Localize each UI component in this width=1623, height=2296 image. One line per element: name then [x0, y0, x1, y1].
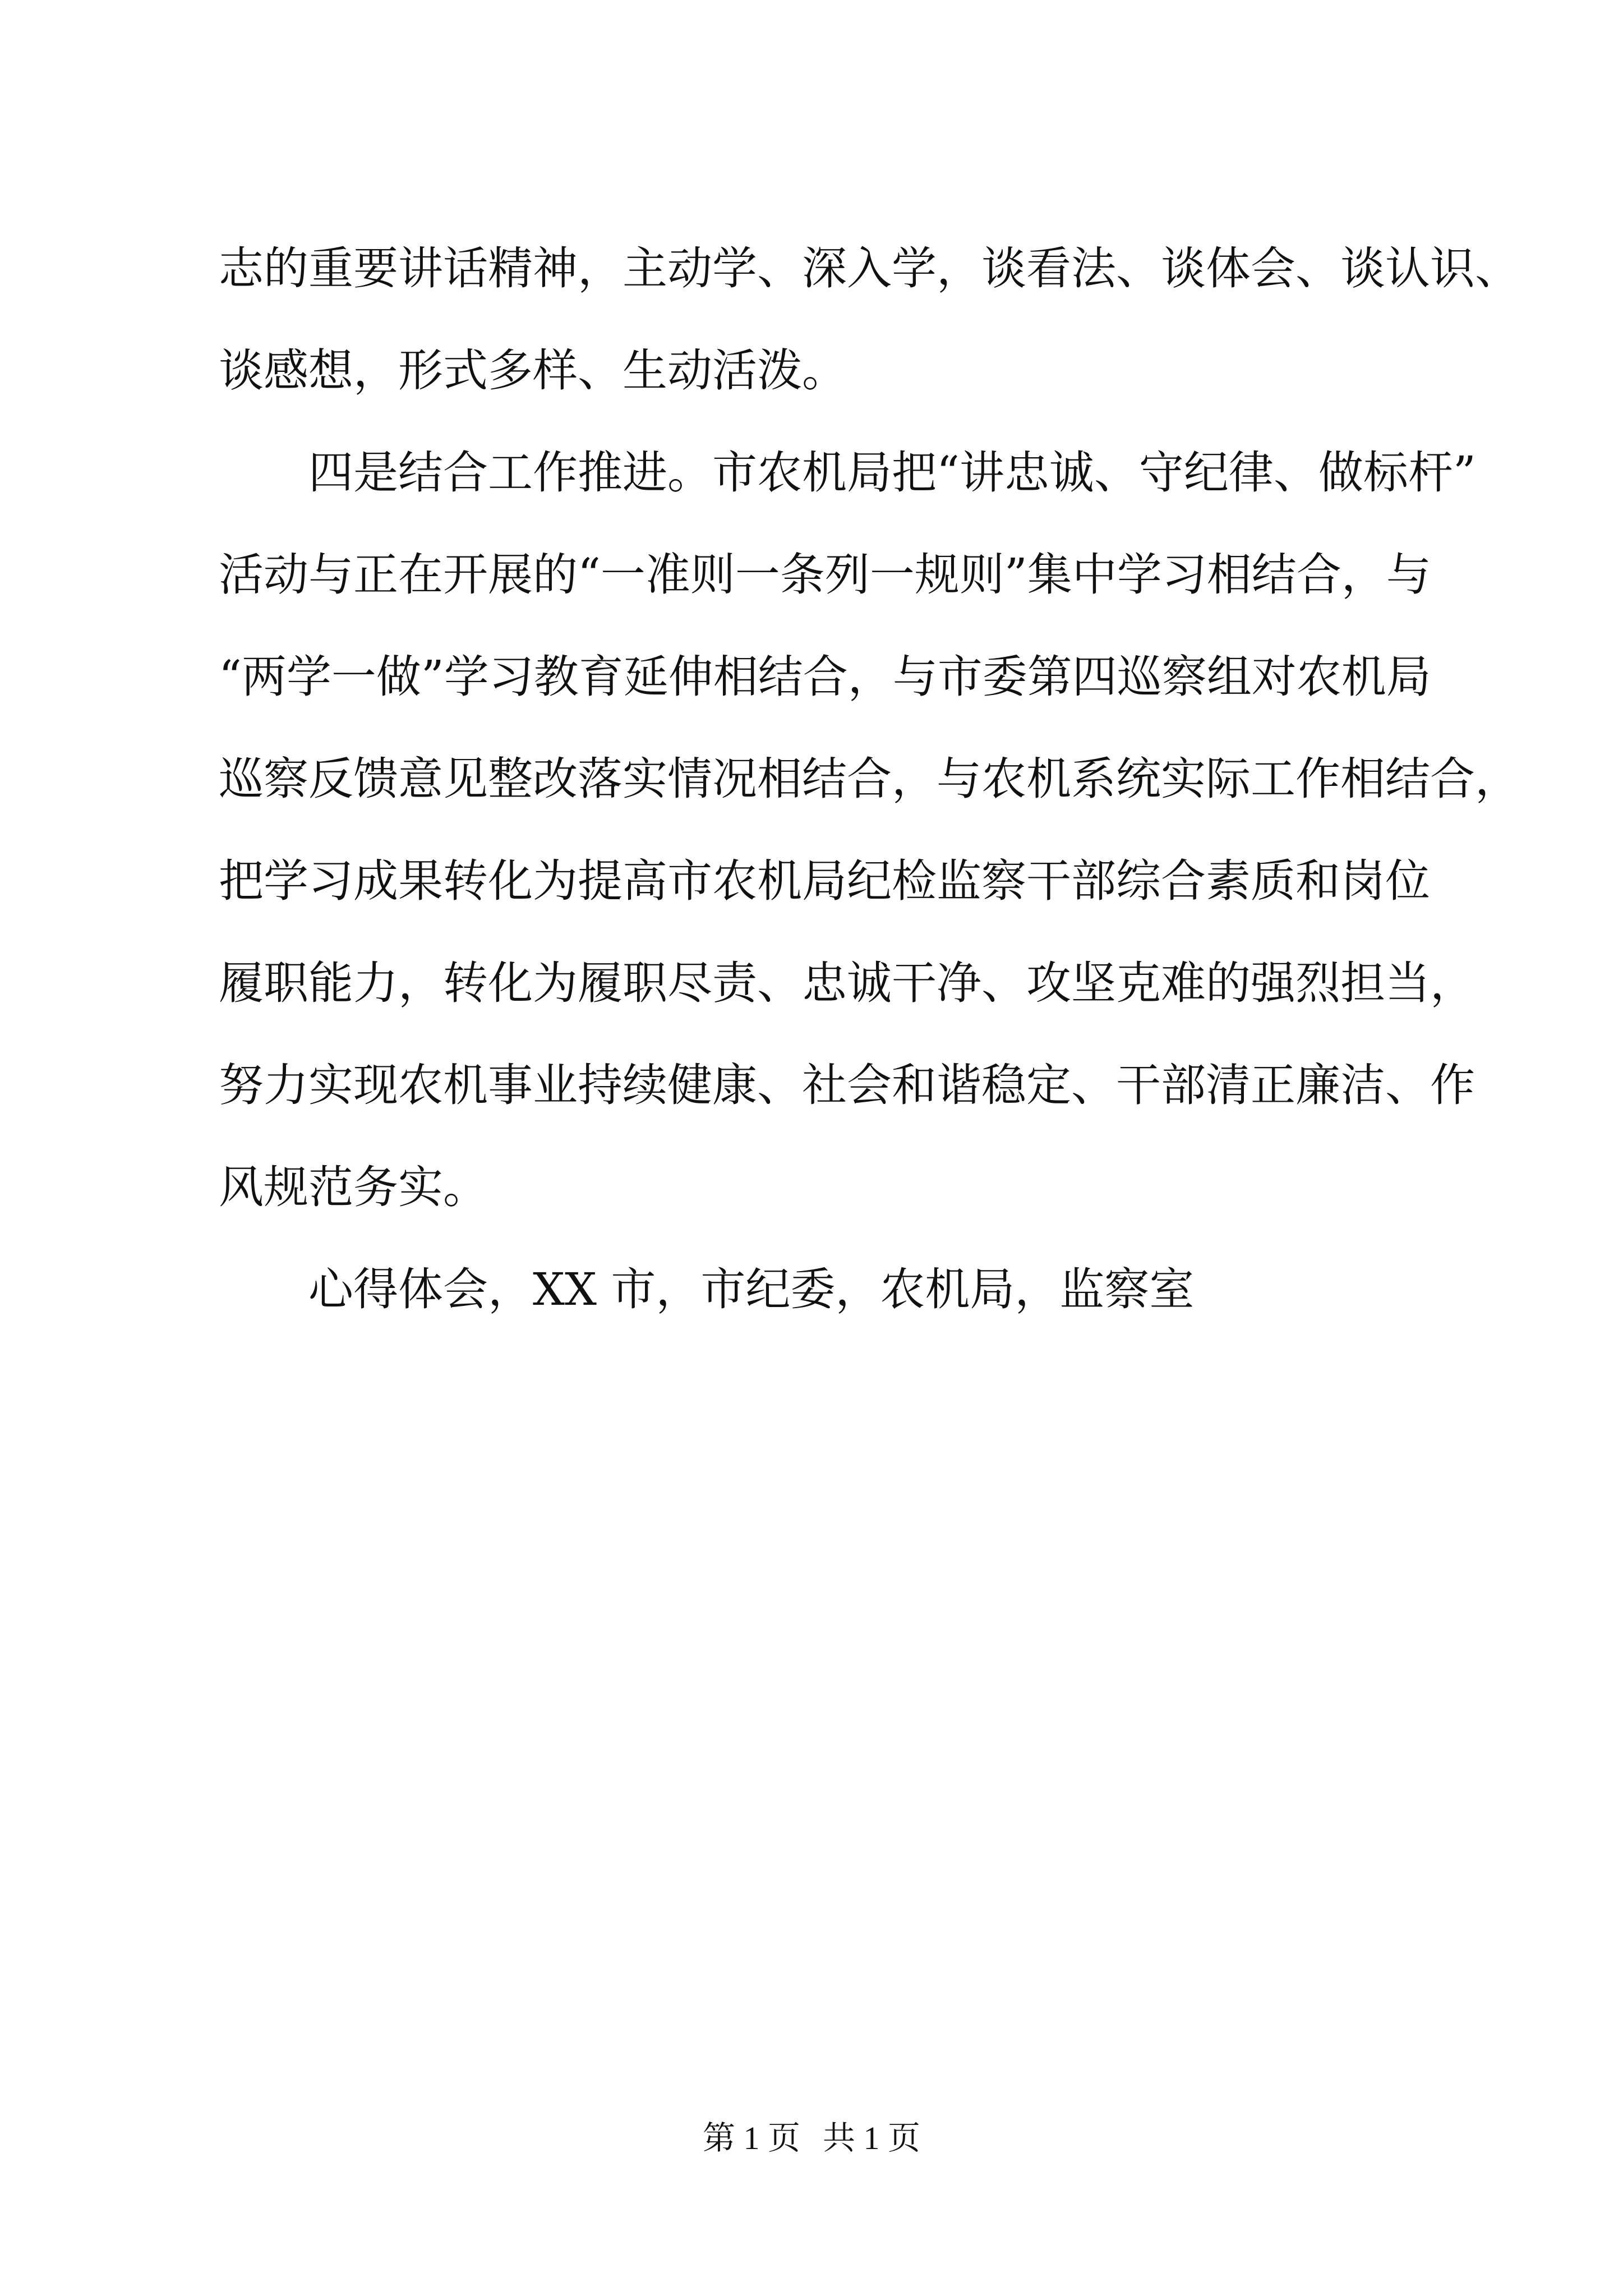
paragraph-line: 志的重要讲话精神，主动学、深入学，谈看法、谈体会、谈认识、 [219, 242, 1520, 295]
page-number-current: 第 1 页 [702, 2120, 800, 2156]
paragraph-line: 谈感想，形式多样、生动活泼。 [219, 344, 847, 397]
paragraph-line: 履职能力，转化为履职尽责、忠诚干净、攻坚克难的强烈担当， [219, 957, 1475, 1009]
page-number-total: 共 1 页 [823, 2120, 921, 2156]
page-footer [0, 2116, 1623, 2161]
paragraph-line: 把学习成果转化为提高市农机局纪检监察干部综合素质和岗位 [219, 855, 1430, 907]
paragraph-line: 巡察反馈意见整改落实情况相结合，与农机系统实际工作相结合， [219, 753, 1520, 805]
paragraph-line: “两学一做”学习教育延伸相结合，与市委第四巡察组对农机局 [219, 651, 1431, 703]
keywords-line: 心得体会，XX 市，市纪委，农机局，监察室 [308, 1263, 1195, 1315]
paragraph-line: 努力实现农机事业持续健康、社会和谐稳定、干部清正廉洁、作 [219, 1059, 1475, 1111]
paragraph-line: 风规范务实。 [219, 1161, 488, 1213]
paragraph-line: 四是结合工作推进。市农机局把“讲忠诚、守纪律、做标杆” [308, 447, 1476, 499]
document-body [219, 218, 1520, 1341]
paragraph-line: 活动与正在开展的“一准则一条列一规则”集中学习相结合，与 [219, 549, 1431, 601]
